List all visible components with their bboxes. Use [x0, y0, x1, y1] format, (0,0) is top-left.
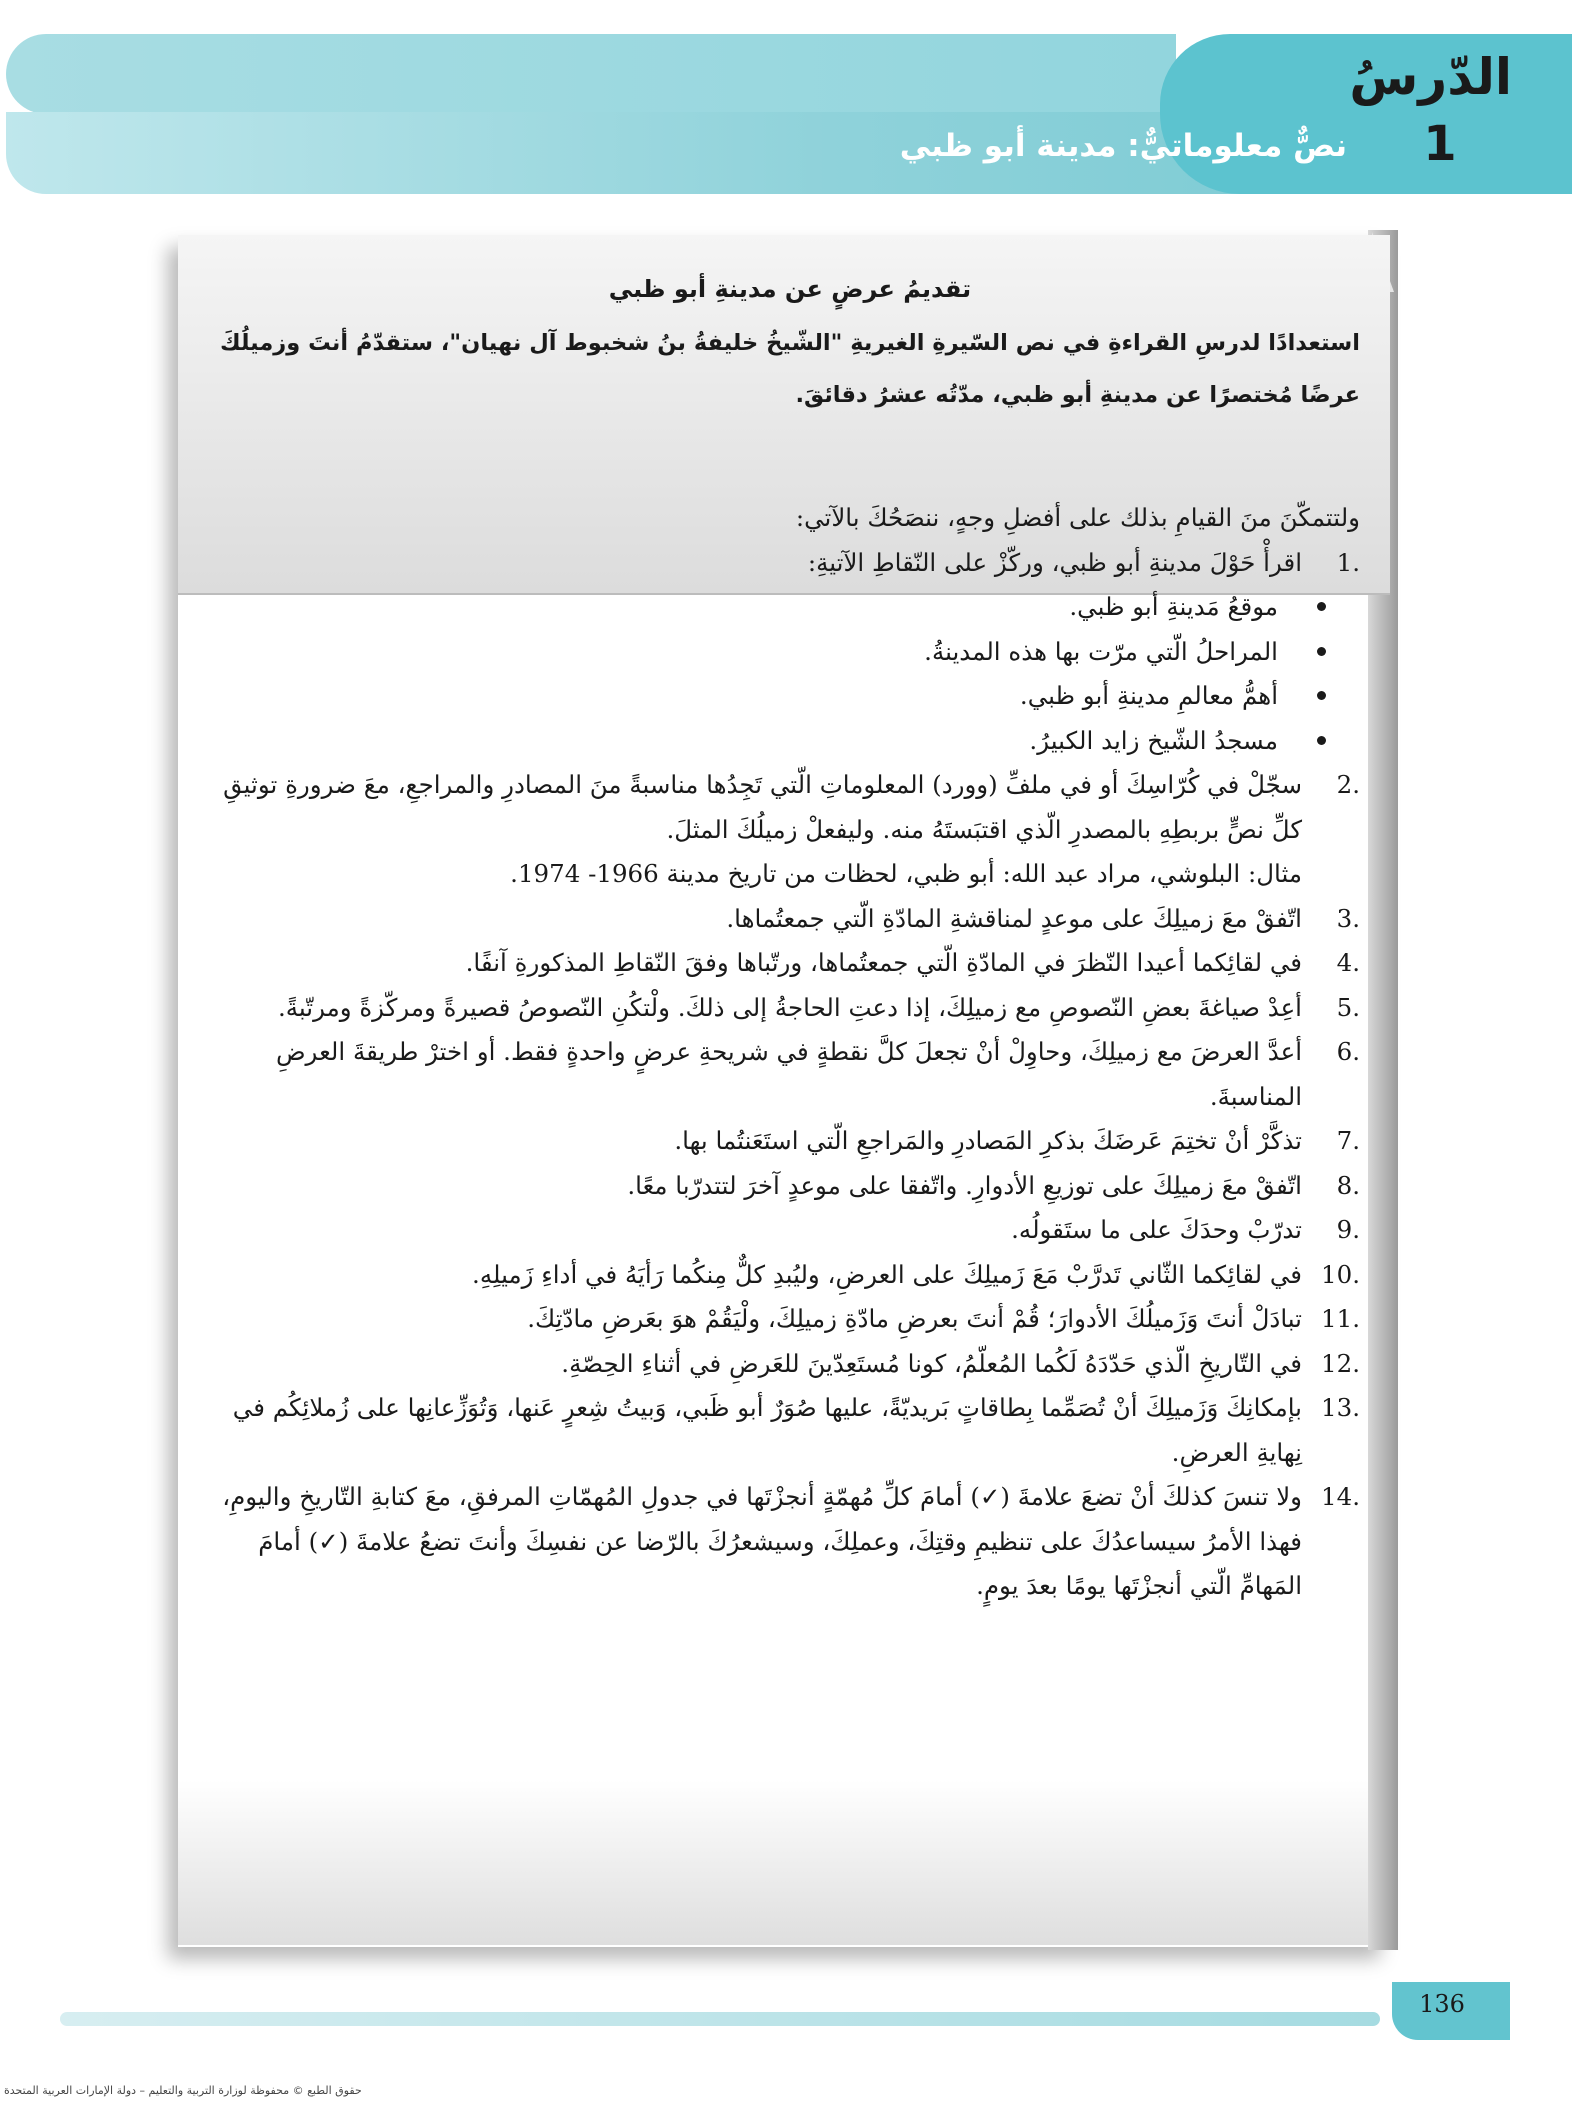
instruction-list: [210, 897, 1360, 1609]
lesson-number: 1: [1423, 116, 1457, 172]
bullet-text: أهمُّ معالمِ مدينةِ أبو ظبي.: [1019, 681, 1278, 710]
instruction-item: [210, 1342, 1360, 1387]
instruction-item: [210, 1164, 1360, 1209]
item-text: ولا تنسَ كذلكَ أنْ تضعَ علامةَ (✓) أمامَ كلِّ مُهمّةٍ أنجزْتَها في جدولِ المُهمّاتِ المرفقِ، معَ كتابةِ التّاريخِ واليومِ، فهذا الأمرُ سيساعدُكَ على تنظيمِ وقتِكَ، وعملِكَ، وسيشعرُكَ بالرّضا عن نفسِكَ وأنتَ تضعُ علامةَ (✓) أمامَ المَهامِّ الّتي أنجزْتَها يومًا بعدَ يومٍ.: [222, 1482, 1302, 1600]
instruction-list: [210, 541, 1360, 586]
item-number: 13.: [1321, 1393, 1360, 1422]
item-number: 8.: [1336, 1170, 1360, 1200]
item-number: 11.: [1321, 1304, 1360, 1333]
bullet-text: مسجدُ الشّيخ زايد الكبيرُ.: [1029, 725, 1278, 755]
item-text: أعِدْ صياغةَ بعضِ النّصوصِ مع زميلِكَ، إذا دعتِ الحاجةُ إلى ذلكَ. ولْتكُنِ النّصوصُ قصيرةً ومركّزةً ومرتّبةً.: [277, 992, 1302, 1022]
instruction-item: [210, 1253, 1360, 1298]
bullet-text: المراحلُ الّتي مرّت بها هذه المدينةُ.: [924, 636, 1278, 666]
instruction-item: [210, 1475, 1360, 1609]
page-number: 136: [1419, 1990, 1465, 2018]
instruction-item: [210, 986, 1360, 1031]
item-text: بإمكانِكَ وَزَميلِكَ أنْ تُصَمِّما بِطاقاتٍ بَريديّةً، عليها صُوَرٌ أبو ظَبي، وَبيتُ شِعرٍ عَنها، وَتُوَزِّعانِها على زُملائِكُم في نِهايةِ العرضِ.: [232, 1393, 1302, 1467]
item-text: أعدَّ العرضَ مع زميلِكَ، وحاوِلْ أنْ تجعلَ كلَّ نقطةٍ في شريحةِ عرضٍ واحدةٍ فقط. أو اخترْ طريقةَ العرضِ المناسبةَ.: [275, 1037, 1302, 1111]
footer-rule: [60, 2012, 1380, 2026]
bullet-text: موقعُ مَدينةِ أبو ظبي.: [1069, 592, 1278, 621]
item-text: سجّلْ في كُرّاسِكَ أو في ملفِّ (وورد) المعلوماتِ الّتي تَجِدُها مناسبةً منَ المصادرِ والمراجعِ، معَ ضرورةِ توثيقِ كلِّ نصٍّ بربطِهِ بالمصدرِ الّذي اقتبَستَهُ منه. وليفعلْ زميلُكَ المثلَ.: [223, 770, 1302, 844]
item-number: 7.: [1336, 1126, 1360, 1155]
instruction-item: [210, 763, 1360, 852]
instruction-list: [210, 763, 1360, 852]
item-number: 14.: [1321, 1482, 1360, 1511]
item-number: 2.: [1336, 770, 1360, 799]
item-text: اتّفقْ معَ زميلِكَ على موعدٍ لمناقشةِ المادّةِ الّتي جمعتُماها.: [726, 903, 1302, 933]
intro-text: استعدادًا لدرسِ القراءةِ في نص السّيرةِ الغيريةِ "الشّيخُ خليفةُ بنُ شخبوط آل نهيان"، ستقدّمُ أنتَ وزميلُكَ عرضًا مُختصرًا عن مدينةِ أبو ظبي، مدّتُه عشرُ دقائقَ.: [220, 330, 1360, 408]
item-number: 6.: [1336, 1037, 1360, 1066]
instruction-item: [210, 541, 1360, 586]
card-bottom-fade: [178, 1780, 1368, 1945]
bullet-dot: [1317, 602, 1326, 611]
item-text: تدرّبْ وحدَكَ على ما ستَقولُه.: [1011, 1215, 1302, 1244]
item-text: اقرأْ حَوْلَ مدينةِ أبو ظبي، وركّزْ على النّقاطِ الآتيةِ:: [807, 547, 1302, 577]
bullet-item: [210, 630, 1360, 675]
bullet-item: [210, 585, 1360, 630]
instruction-item: [210, 1030, 1360, 1119]
item-number: 1.: [1336, 547, 1360, 577]
item-number: 5.: [1336, 992, 1360, 1022]
item-number: 10.: [1321, 1259, 1360, 1289]
instructions: [210, 496, 1360, 1609]
instruction-item: [210, 1119, 1360, 1164]
bullet-dot: [1317, 647, 1326, 656]
item-text: في لقائِكما الثّاني تَدرَّبْ مَعَ زَميلِكَ على العرضِ، وليُبدِ كلٌّ مِنكُما رَأيَهُ في أداءِ زَميلِهِ.: [472, 1259, 1302, 1289]
lead-text: ولتتمكّنَ منَ القيامِ بذلك على أفضلِ وجهٍ، ننصَحُكَ بالآتي:: [795, 503, 1360, 532]
bullet-dot: [1317, 691, 1326, 700]
item-number: 12.: [1321, 1348, 1360, 1378]
copyright-notice: حقوق الطبع © محفوظة لوزارة التربية والتعليم – دولة الإمارات العربية المتحدة: [4, 2084, 362, 2097]
item-number: 3.: [1336, 903, 1360, 933]
instruction-item: [210, 941, 1360, 986]
bullet-item: [210, 674, 1360, 719]
item-text: في لقائِكما أعيدا النّظرَ في المادّةِ الّتي جمعتُماها، ورتّباها وفقَ النّقاطِ المذكورةِ آنفًا.: [465, 948, 1302, 977]
item-text: في التّاريخِ الّذي حَدّدَهُ لَكُما المُعلّمُ، كونا مُستَعِدّينَ للعَرضِ في أثناءِ الحِصّةِ.: [561, 1348, 1302, 1378]
example-citation: مثال: البلوشي، مراد عبد الله: أبو ظبي، لحظات من تاريخ مدينة 1966- 1974.: [510, 859, 1302, 888]
instruction-item: [210, 897, 1360, 942]
focus-points: [210, 585, 1360, 763]
instruction-item: [210, 1297, 1360, 1342]
lesson-label: الدّرسُ: [1349, 48, 1512, 106]
lesson-subtitle: نصٌّ معلوماتيٌّ: مدينة أبو ظبي: [899, 128, 1347, 164]
item-text: تبادَلْ أنتَ وَزَميلُكَ الأدوارَ؛ قُمْ أنتَ بعرضِ مادّةِ زميلِكَ، ولْيَقُمْ هوَ بعَرضِ مادّتِكَ.: [527, 1304, 1302, 1333]
bullet-item: [210, 719, 1360, 764]
instruction-item: [210, 1208, 1360, 1253]
intro-title: تقديمُ عرضٍ عن مدينةِ أبو ظبي: [608, 275, 972, 303]
bullet-dot: [1317, 736, 1326, 745]
intro-section: [220, 275, 1360, 421]
item-text: اتّفقْ معَ زميلِكَ على توزيعِ الأدوارِ. واتّفقا على موعدٍ آخرَ لتتدرّبا معًا.: [627, 1170, 1302, 1200]
item-text: تذكَّرْ أنْ تختِمَ عَرضَكَ بذكرِ المَصادرِ والمَراجعِ الّتي استَعَنتُما بها.: [674, 1126, 1302, 1155]
instruction-item: [210, 1386, 1360, 1475]
item-number: 9.: [1336, 1215, 1360, 1244]
item-number: 4.: [1336, 948, 1360, 977]
header-band-top: [6, 34, 1176, 114]
